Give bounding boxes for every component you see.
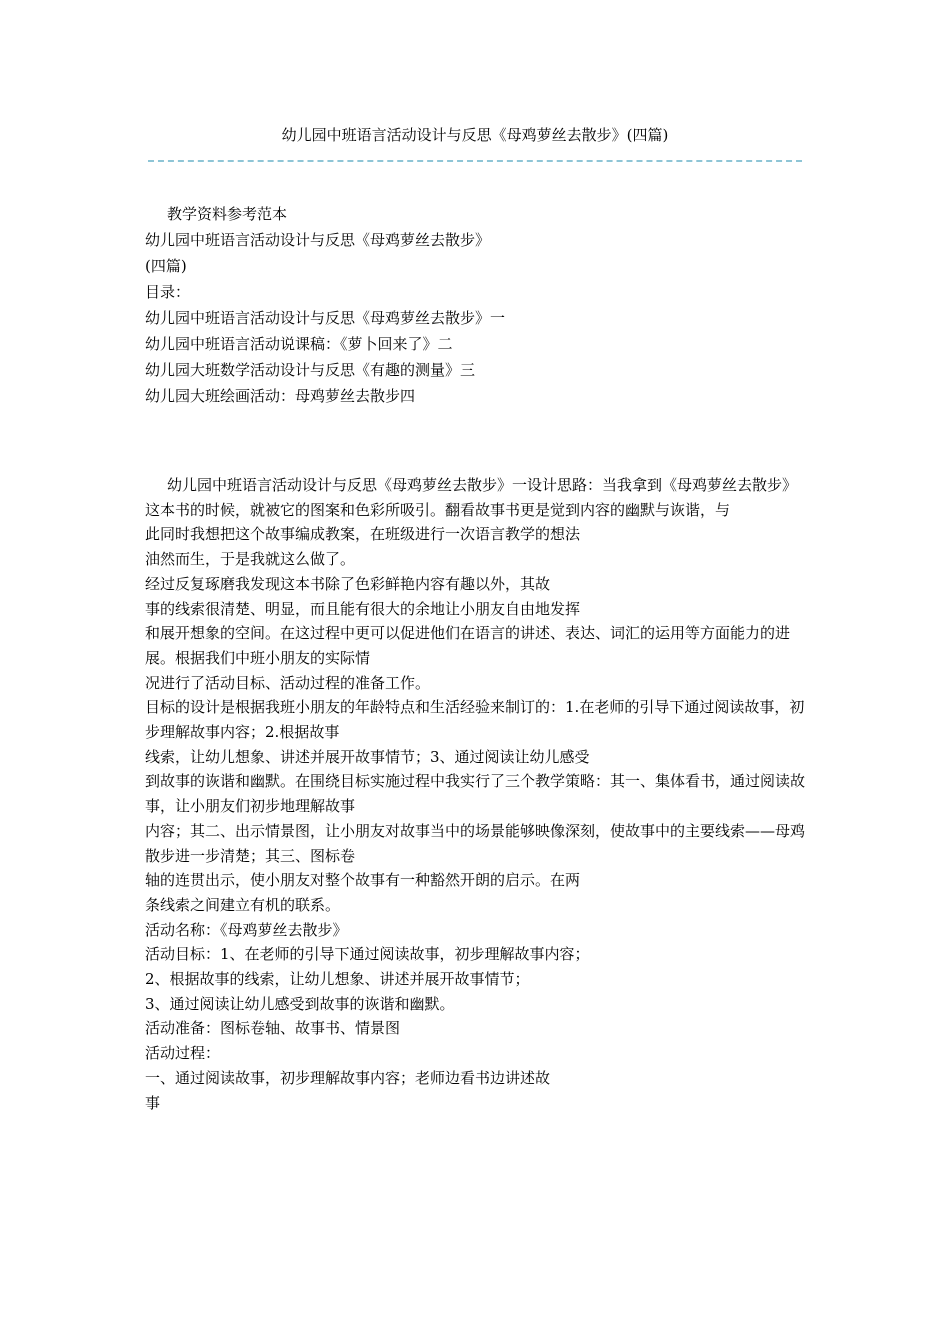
document-title-line-1: 幼儿园中班语言活动设计与反思《母鸡萝丝去散步》 (145, 231, 491, 249)
page-header-title: 幼儿园中班语言活动设计与反思《母鸡萝丝去散步》(四篇) (281, 126, 669, 144)
header-divider (148, 160, 802, 162)
body-paragraph: 幼儿园中班语言活动设计与反思《母鸡萝丝去散步》一设计思路：当我拿到《母鸡萝丝去散步》这本书的时候，就被它的图案和色彩所吸引。翻看故事书更是觉到内容的幽默与诙谐，与 (145, 476, 798, 519)
body-paragraph: 条线索之间建立有机的联系。 (145, 895, 341, 914)
body-paragraph: 到故事的诙谐和幽默。在围绕目标实施过程中我实行了三个教学策略：其一、集体看书，通过阅读故事，让小朋友们初步地理解故事 (145, 772, 806, 816)
toc-heading: 目录： (145, 283, 191, 301)
toc-item: 幼儿园大班数学活动设计与反思《有趣的测量》三 (145, 361, 476, 379)
body-paragraph: 事 (145, 1093, 161, 1112)
body-paragraph: 和展开想象的空间。在这过程中更可以促进他们在语言的讲述、表达、词汇的运用等方面能力的进展。根据我们中班小朋友的实际情 (145, 624, 791, 667)
toc-item: 幼儿园中班语言活动设计与反思《母鸡萝丝去散步》一 (145, 309, 506, 327)
activity-name: 活动名称：《母鸡萝丝去散步》 (145, 920, 348, 939)
toc-item: 幼儿园中班语言活动说课稿：《萝卜回来了》二 (145, 335, 453, 353)
body-paragraph: 目标的设计是根据我班小朋友的年龄特点和生活经验来制订的：1.在老师的引导下通过阅读故事，初步理解故事内容；2.根据故事 (145, 698, 805, 742)
body-paragraph: 事的线索很清楚、明显，而且能有很大的余地让小朋友自由地发挥 (145, 599, 581, 618)
activity-preparation: 活动准备：图标卷轴、故事书、情景图 (145, 1019, 401, 1038)
body-paragraph: 况进行了活动目标、活动过程的准备工作。 (145, 673, 431, 692)
document-title-line-2: (四篇) (145, 257, 187, 275)
body-paragraph: 内容；其二、出示情景图，让小朋友对故事当中的场景能够映像深刻，使故事中的主要线索——母鸡散步进一步清楚；其三、图标卷 (145, 821, 806, 865)
activity-goal: 2、根据故事的线索，让幼儿想象、讲述并展开故事情节； (145, 970, 530, 989)
material-label: 教学资料参考范本 (167, 205, 288, 223)
body-paragraph: 此同时我想把这个故事编成教案，在班级进行一次语言教学的想法 (145, 525, 581, 544)
body-paragraph: 油然而生，于是我就这么做了。 (145, 550, 356, 569)
intro-section (145, 201, 810, 409)
activity-goal: 3、通过阅读让幼儿感受到故事的诙谐和幽默。 (145, 994, 455, 1013)
body-paragraph: 线索，让幼儿想象、讲述并展开故事情节；3、通过阅读让幼儿感受 (145, 747, 590, 766)
activity-process-heading: 活动过程： (145, 1044, 221, 1063)
activity-goal: 活动目标：1、在老师的引导下通过阅读故事，初步理解故事内容； (145, 945, 590, 964)
body-section (145, 473, 810, 1115)
body-paragraph: 一、通过阅读故事，初步理解故事内容；老师边看书边讲述故 (145, 1068, 551, 1087)
toc-item: 幼儿园大班绘画活动：母鸡萝丝去散步四 (145, 387, 416, 405)
body-paragraph: 经过反复琢磨我发现这本书除了色彩鲜艳内容有趣以外，其故 (145, 574, 551, 593)
body-paragraph: 轴的连贯出示，使小朋友对整个故事有一种豁然开朗的启示。在两 (145, 871, 581, 890)
